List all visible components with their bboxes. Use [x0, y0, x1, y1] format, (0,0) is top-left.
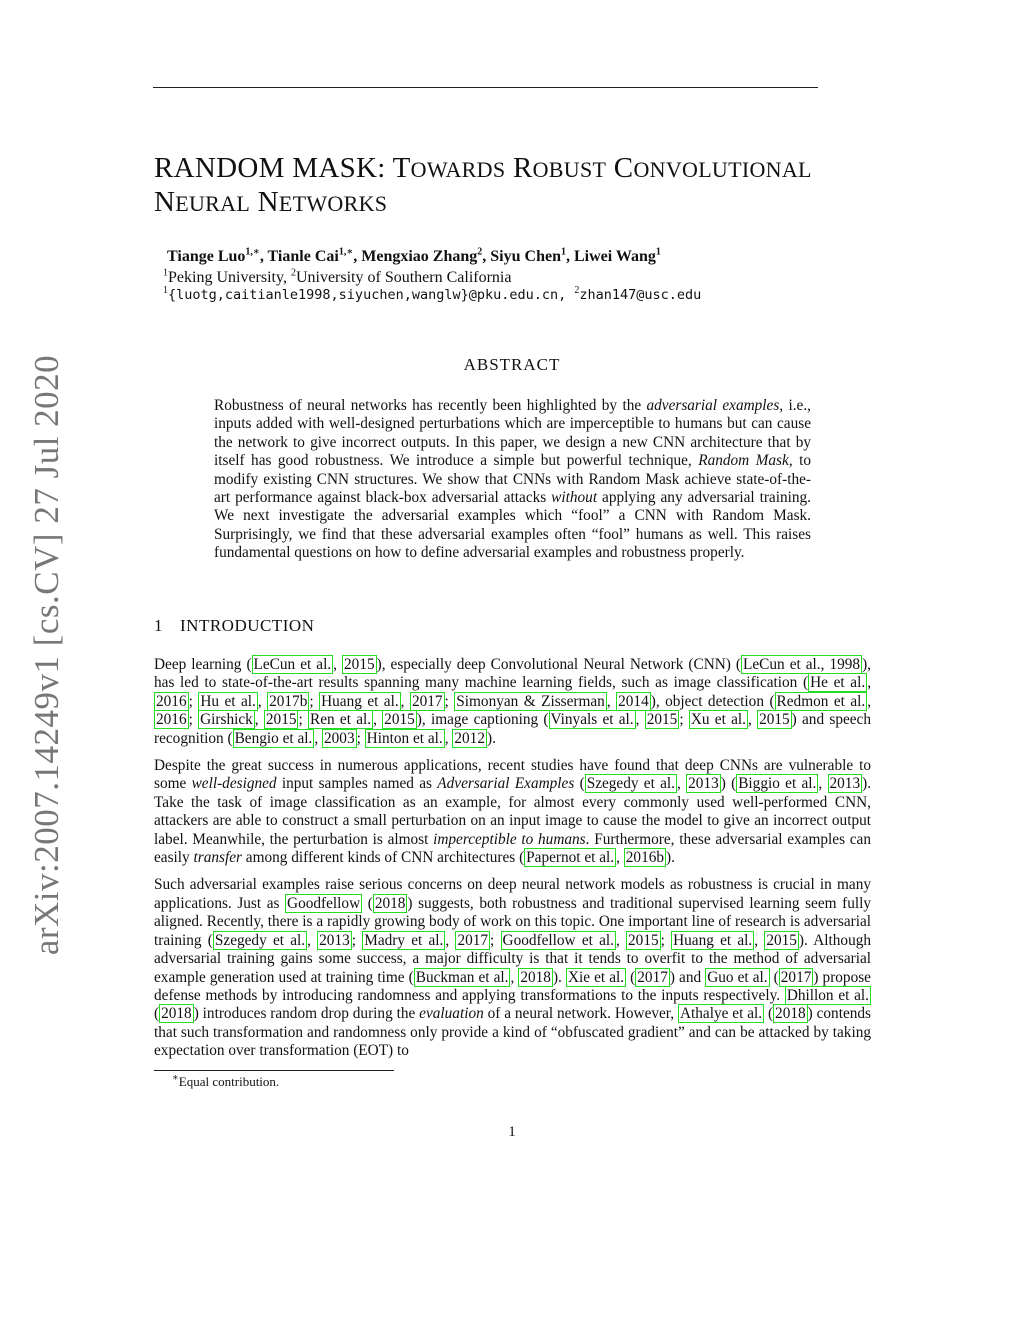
abstract-heading: ABSTRACT — [463, 355, 561, 374]
body-text: Deep learning ( — [154, 656, 252, 673]
body-text: ; — [444, 692, 455, 710]
citation-link[interactable]: Hu et al. — [200, 692, 256, 710]
body-text: ; — [188, 692, 199, 710]
citation-link[interactable]: 2013 — [688, 775, 719, 793]
citation-link[interactable]: 2018 — [161, 1005, 192, 1023]
section-heading — [154, 616, 314, 636]
body-text: ( — [574, 775, 585, 793]
citation-link[interactable]: 2015 — [344, 656, 375, 673]
body-text: , — [747, 711, 758, 729]
body-text: , — [615, 931, 627, 949]
body-text: ) introduces random drop during the — [193, 1005, 420, 1023]
email-mark: 1 — [163, 285, 168, 296]
title-word: ROBUST — [512, 152, 607, 184]
email-mark: 2 — [574, 285, 580, 296]
citation-link[interactable]: 2017b — [269, 692, 308, 710]
body-text: , — [867, 692, 872, 710]
paragraph — [154, 656, 871, 748]
citation-link[interactable]: LeCun et al., 1998 — [743, 656, 861, 673]
citation-link[interactable]: Guo et al. — [707, 968, 768, 986]
emphasis-text: well-designed — [191, 775, 277, 793]
body-text: ; — [356, 729, 365, 747]
emphasis-text: evaluation — [419, 1005, 484, 1023]
author-mark: 1 — [560, 246, 566, 258]
author-name: Liwei Wang — [573, 248, 656, 265]
arxiv-identifier[interactable]: arXiv:2007.14249v1 [cs.CV] 27 Jul 2020 — [27, 354, 66, 956]
citation-link[interactable]: 2016 — [156, 711, 187, 729]
citation-link[interactable]: 2015 — [759, 711, 790, 729]
body-text: ) propose defense methods by introducing randomness and applying transformations to the inputs respectively. — [154, 968, 871, 1004]
body-text: ). Take the task of image classification as an example, for almost every commonly used well-performed CNN, attackers are able to construct a small perturbation on an input image to cause the model to give an incorrect output label. Meanwhile, the perturbation is almost — [154, 775, 872, 848]
top-rule — [153, 87, 818, 88]
body-text: , — [510, 968, 519, 986]
footnote-rule — [154, 1070, 394, 1071]
citation-link[interactable]: Szegedy et al. — [214, 931, 306, 949]
citation-link[interactable]: 2015 — [384, 711, 415, 729]
body-text: , — [400, 692, 410, 710]
citation-link[interactable]: 2015 — [766, 931, 797, 949]
body-text: Robustness of neural networks has recently been highlighted by the — [214, 397, 647, 414]
body-text: ; — [351, 931, 363, 949]
paragraph — [154, 757, 871, 867]
footnote-text: Equal contribution. — [178, 1074, 280, 1089]
body-text: , — [677, 775, 687, 793]
body-text: ; — [309, 692, 320, 710]
body-text: input samples named as — [276, 775, 438, 793]
title-word: RANDOM — [154, 152, 285, 184]
emphasis-text: Random Mask — [698, 452, 789, 470]
affiliation-mark: 2 — [290, 267, 296, 279]
citation-link[interactable]: Huang et al. — [673, 931, 753, 949]
citation-link[interactable]: Goodfellow — [287, 894, 361, 912]
title-word: TOWARDS — [392, 152, 506, 184]
citation-link[interactable]: 2003 — [324, 729, 355, 747]
citation-link[interactable]: 2015 — [628, 931, 659, 949]
citation-link[interactable]: Madry et al. — [364, 931, 444, 949]
author-mark: 1,∗ — [338, 246, 354, 258]
body-text: ) and speech recognition ( — [154, 711, 871, 747]
author-emails — [163, 287, 701, 304]
body-text: , — [333, 656, 343, 673]
citation-link[interactable]: Papernot et al. — [526, 849, 615, 867]
title-word: CONVOLUTIONAL — [613, 152, 812, 184]
body-text: , — [635, 711, 645, 729]
body-text: , — [818, 775, 828, 793]
citation-link[interactable]: 2017 — [457, 931, 489, 949]
body-text: ), object detection ( — [650, 692, 775, 710]
citation-link[interactable]: 2016b — [625, 849, 665, 867]
body-text: , — [254, 711, 264, 729]
body-text: , — [616, 849, 624, 867]
body-text: , — [257, 692, 268, 710]
citation-link[interactable]: Biggio et al. — [738, 775, 817, 793]
citation-link[interactable]: 2016 — [156, 692, 187, 710]
citation-link[interactable]: Goodfellow et al. — [502, 931, 614, 949]
body-text: ( — [626, 968, 636, 986]
citation-link[interactable]: 2018 — [775, 1005, 806, 1023]
author-name: Siyu Chen — [490, 248, 561, 265]
footnote-mark: ∗ — [172, 1072, 179, 1084]
page-number: 1 — [508, 1124, 516, 1140]
body-text: , — [314, 729, 322, 747]
body-text: ( — [154, 1005, 160, 1023]
citation-link[interactable]: 2014 — [618, 692, 649, 710]
body-text: ). — [486, 729, 496, 747]
abstract-body — [214, 397, 811, 563]
citation-link[interactable]: 2017 — [780, 968, 812, 986]
citation-link[interactable]: Szegedy et al. — [586, 775, 676, 793]
body-text: ) contends that such transformation and randomness only provide a kind of “obfuscated gradient” and can be attacked by taking expectation over transformation (EOT) to — [154, 1005, 871, 1060]
affiliation-text: Peking University, — [168, 269, 291, 286]
citation-link[interactable]: Vinyals et al. — [550, 711, 634, 729]
citation-link[interactable]: 2017 — [411, 692, 443, 710]
paper-title — [154, 152, 884, 220]
citation-link[interactable]: 2018 — [374, 894, 406, 912]
emphasis-text: Adversarial Examples — [437, 775, 575, 793]
emphasis-text: transfer — [193, 849, 242, 867]
citation-link[interactable]: 2018 — [520, 968, 551, 986]
body-text: ) and — [669, 968, 706, 986]
body-text: , — [867, 674, 872, 692]
body-text: ), especially deep Convolutional Neural Network (CNN) ( — [376, 656, 742, 673]
body-text: ( — [769, 968, 779, 986]
body-text: ; — [490, 931, 501, 949]
body-text: ). — [552, 968, 566, 986]
citation-link[interactable]: Redmon et al. — [776, 692, 866, 710]
citation-link[interactable]: He et al. — [810, 674, 866, 692]
introduction-body — [154, 656, 871, 1070]
author-mark: 2 — [477, 246, 483, 258]
body-text: of a neural network. However, — [483, 1005, 678, 1023]
body-text: Despite the great success in numerous applications, recent studies have found that deep CNNs are vulnerable to some — [154, 757, 871, 793]
body-text: ; — [298, 711, 308, 729]
title-word: NETWORKS — [257, 186, 388, 218]
body-text: ), image captioning ( — [416, 711, 549, 729]
body-text: ). Although adversarial training gains some success, a major difficulty is that it tends to overfit to the method of adversarial example generation used at training time ( — [154, 931, 872, 986]
body-text: , — [754, 931, 765, 949]
citation-link[interactable]: Bengio et al. — [234, 729, 313, 747]
author-mark: 1,∗ — [245, 246, 260, 258]
body-text: ; — [679, 711, 689, 729]
body-text: ( — [764, 1005, 774, 1023]
emphasis-text: without — [551, 489, 598, 507]
body-text: ) ( — [720, 775, 737, 793]
affiliations — [163, 269, 511, 287]
citation-link[interactable]: 2015 — [265, 711, 297, 729]
citation-link[interactable]: 2013 — [319, 931, 350, 949]
body-text: ). — [666, 849, 675, 867]
email-link[interactable]: zhan147@usc.edu — [579, 287, 702, 303]
body-text: , — [373, 711, 383, 729]
author-name: Mengxiao Zhang — [361, 248, 478, 265]
body-text: , — [445, 931, 456, 949]
footnote — [172, 1074, 279, 1090]
body-text: . Furthermore, these adversarial examples can easily — [154, 830, 871, 867]
title-word: MASK: — [292, 152, 386, 184]
author-list: Tiange Luo$^{1,∗}$, Tianle Cai$^{1,∗}$, Mengxiao Zhang$^2$, Siyu Chen$^1$, Liwei Wang$^1$ — [167, 246, 661, 265]
citation-link[interactable]: Hinton et al. — [366, 729, 443, 747]
citation-link[interactable]: Athalye et al. — [679, 1005, 763, 1023]
email-link[interactable]: {luotg,caitianle1998,siyuchen,wanglw}@pku.edu.cn, — [168, 287, 575, 303]
section-title: INTRODUCTION — [180, 616, 315, 635]
citation-link[interactable]: Dhillon et al. — [786, 986, 869, 1004]
citation-link[interactable]: Simonyan & Zisserman — [456, 692, 605, 710]
citation-link[interactable]: Huang et al. — [321, 692, 399, 710]
body-text: ; — [188, 711, 199, 729]
author-name: Tianle Cai — [267, 248, 339, 265]
citation-link[interactable]: 2013 — [829, 775, 861, 793]
affiliation-mark: 1 — [163, 267, 168, 279]
citation-link[interactable]: Buckman et al. — [415, 968, 509, 986]
paragraph — [154, 876, 871, 1060]
citation-link[interactable]: Xie et al. — [567, 968, 625, 986]
body-text: , to modify existing CNN structures. We show that CNNs with Random Mask achieve state-of-the-art performance against black-box adversarial attacks — [214, 452, 811, 507]
citation-link[interactable]: Girshick — [200, 711, 253, 729]
body-text: , — [606, 692, 617, 710]
body-text: , — [307, 931, 318, 949]
citation-link[interactable]: Ren et al. — [310, 711, 372, 729]
citation-link[interactable]: 2017 — [637, 968, 668, 986]
author-name: Tiange Luo — [167, 248, 246, 265]
citation-link[interactable]: 2012 — [454, 729, 485, 747]
body-text: applying any adversarial training. We next investigate the adversarial examples which “fool” a CNN with Random Mask. Surprisingly, we find that these adversarial examples often “fool” humans as well. This raises fundamental questions on how to define adversarial examples and robustness properly. — [214, 489, 811, 562]
body-text: Such adversarial examples raise serious concerns on deep neural network models as robustness is crucial in many applications. Just as — [154, 876, 871, 912]
citation-link[interactable]: 2015 — [646, 711, 678, 729]
section-number: 1 — [154, 616, 163, 635]
body-text: ), has led to state-of-the-art results spanning many machine learning fields, such as image classification ( — [154, 656, 871, 692]
citation-link[interactable]: Xu et al. — [690, 711, 746, 729]
emphasis-text: adversarial examples — [646, 397, 780, 414]
body-text: among different kinds of CNN architectures ( — [241, 849, 525, 867]
title-word: NEURAL — [154, 186, 251, 218]
body-text: , i.e., inputs added with well-designed perturbations which are imperceptible to humans but can cause the network to give incorrect outputs. In this paper, we design a new CNN architecture that by itself has good robustness. We introduce a simple but powerful technique, — [214, 397, 811, 470]
body-text: ) suggests, both robustness and traditional supervised learning seem fully aligned. Recently, there is a rapidly growing body of work on this topic. One important line of research is adversarial training ( — [154, 894, 872, 949]
affiliation-text: University of Southern California — [295, 269, 512, 286]
emphasis-text: imperceptible to humans — [433, 830, 586, 848]
body-text: ; — [660, 931, 672, 949]
body-text: ( — [362, 894, 373, 912]
body-text: , — [444, 729, 453, 747]
author-mark: 1 — [655, 246, 661, 258]
citation-link[interactable]: LeCun et al. — [253, 656, 332, 673]
